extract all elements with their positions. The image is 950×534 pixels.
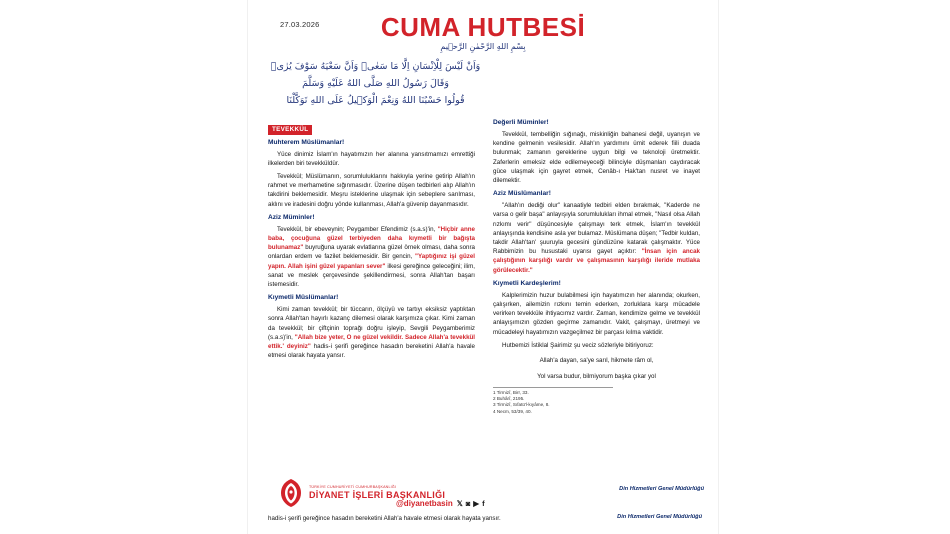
left-heading-1: Muhterem Müslümanlar!	[268, 138, 345, 146]
left-heading-2: Aziz Müminler!	[268, 213, 315, 221]
footnote-3: 3 Tirmizî, Sıfatü'l-kıyâme, 8.	[493, 402, 550, 408]
left-column	[268, 118, 475, 415]
right-p2-part-a: "Allah'ın dediği olur" kanaatiyle tedbiri elden bırakmak, "Kaderde ne varsa o gelir başa" anlayışıyla sorumlulukları ihmal etmek, "Nasıl olsa Allah rızkımı verir" düşüncesiyle çalışmayı terk etmek, İslam'ın tevekkül anlayışında kendisine asla yer bulamaz. Müslümana düşen; "Tedbir kuldan, takdir Allah'tan' şuuruyla gecesini gündüzüne katarak çalışmaktır. Yüce Rabbimizin bu husustaki uyarısı gayet açıktır:	[493, 202, 700, 256]
tail-text: hadis-i şerifi gereğince hasadın bereketini Allah'a havale etmesi olarak hayata yansır.	[268, 515, 501, 522]
logo-line-big: DİYANET İŞLERİ BAŞKANLIĞI	[309, 490, 446, 500]
right-heading-2: Aziz Müslümanlar!	[493, 190, 551, 198]
social-icons[interactable]	[457, 500, 485, 508]
publication-date: 27.03.2026	[280, 20, 320, 29]
right-paragraph-1: Tevekkül, tembelliğin sığınağı, miskinliğin bahanesi değil, uyanışın ve kendine gelmenin vesilesidir. Allah'ın yardımını ümit ederek fiili duada bulunmak; zamanın gereklerine uygun bilgi ve teknoloji üretmektir. Zaferlerin emeksiz elde edilemeyeceği bilinciyle düşmanları caydıracak güce ulaşmak için gayret etmek, Cenâb-ı Hak'tan nusret ve inayet dilemektir.	[493, 131, 700, 185]
topic-badge: TEVEKKÜL	[268, 125, 312, 135]
left-paragraph-1: Yüce dinimiz İslam'ın hayatımızın her alanına yansıtmamızı emrettiği ilkelerden biri tevekküldür.	[268, 150, 475, 167]
body-columns	[268, 118, 700, 415]
youtube-icon[interactable]: ▶	[473, 498, 480, 508]
instagram-icon[interactable]: ◙	[465, 498, 471, 508]
logo-line-small: TÜRKİYE CUMHURİYETİ CUMHURBAŞKANLIĞI	[309, 485, 397, 489]
credit-top: Din Hizmetleri Genel Müdürlüğü	[619, 486, 704, 492]
right-heading-3: Kıymetli Kardeşlerim!	[493, 279, 561, 287]
right-heading-1: Değerli Müminler!	[493, 119, 549, 126]
left-paragraph-4	[268, 305, 475, 360]
footnote-4: 4 Necm, 53/39, 40.	[493, 408, 532, 414]
footnote-2: 2 Buhârî, 2195.	[493, 396, 525, 402]
x-icon[interactable]: 𝕏	[456, 498, 463, 508]
page-footer	[248, 476, 718, 526]
left-p3-quote-1: "Hiçbir anne baba, çocuğuna güzel terbiyeden daha kıymetli bir bağışta bulunamaz"	[268, 225, 475, 252]
diyanet-emblem-icon	[278, 478, 304, 508]
right-p2-quote: "İnsan için ancak çalıştığının karşılığı vardır ve çalışmasının karşılığı ileride mutlaka görülecektir."	[493, 248, 700, 274]
right-paragraph-3: Kalplerimizin huzur bulabilmesi için hayatımızın her alanında; okurken, çalışırken, ailemizin rızkını temin ederken, zorluklara karşı mücadele verirken tevekküle ihtiyacımız vardır. Zaman, kendimize gelme ve tevekkül anlayışımızın gözden geçirme zamanıdır. Vakit, çalışmayı, üretmeyi ve mücadeleyi hayatımızın vazgeçilmez bir parçası kılma vaktidir.	[493, 291, 700, 336]
left-p4-part-b: hadis-i şerifi gereğince hasadın bereketini Allah'a havale etmesi olarak hayata yansır.	[268, 342, 476, 360]
left-p3-part-b: buyruğuna uyarak evlatlarına güzel örnek olması, daha sonra onlardan erdem ve fazilet beklemesidir. Bir gencin,	[268, 244, 475, 261]
left-p3-quote-2: "Yaptığınız işi güzel yapın. Allah işini güzel yapanları sever"	[268, 253, 475, 270]
left-paragraph-2: Tevekkül; Müslümanın, sorumluluklarını hakkıyla yerine getirip Allah'ın rahmet ve merhametine sığınmasıdır. Üzerine düşen tedbirleri alıp Allah'ın takdirini beklemesidir. Meşru isteklerine ulaşmak için sebeplere sarılması, aklını ve iradesini doğru yönde kullanması, Allah'a güvenip dayanmasıdır.	[268, 172, 475, 208]
credit-bottom: Din Hizmetleri Genel Müdürlüğü	[617, 514, 702, 520]
verse-line-2: Yol varsa budur, bilmiyorum başka çıkar yol	[537, 372, 656, 380]
social-handle[interactable]: @diyanetbasin	[396, 499, 453, 508]
left-p3-part-a: Tevekkül, bir ebeveynin; Peygamber Efendimiz (s.a.s)'in,	[277, 225, 438, 233]
right-paragraph-2	[493, 201, 700, 275]
arabic-verses	[268, 58, 483, 109]
hutbe-page	[248, 0, 718, 534]
besmele-text: بِسْمِ اللهِ الرَّحْمٰنِ الرَّح۪يمِ	[440, 42, 526, 51]
footnotes	[493, 387, 613, 415]
right-column	[493, 118, 700, 415]
footnote-1: 1 Tirmizî, Birr, 33.	[493, 390, 529, 396]
arabic-line-2: وَقَالَ رَسُولُ اللهِ صَلَّى اللهُ عَلَيْهِ وَسَلَّمَ	[302, 78, 449, 89]
left-heading-3: Kıymetli Müslümanlar!	[268, 294, 339, 302]
left-p4-part-a: Kimi zaman tevekkül; bir tüccarın, ölçüyü ve tartıyı eksiksiz yaptıktan sonra Allah'tan hayırlı kazanç dilemesi olarak karşımıza çıkar. Kimi zaman da tevekkül; bir çiftçinin toprağı doğru işleyip, Sevgili Peygamberimiz (s.a.s)'in,	[268, 306, 475, 341]
arabic-line-3: قُولُوا حَسْبُنَا اللهُ وَنِعْمَ الْوَك۪يلُ عَلَى اللهِ تَوَكَّلْنَا	[286, 95, 465, 106]
facebook-icon[interactable]: f	[482, 498, 485, 508]
verse-line-1: Allah'a dayan, sa'ye sarıl, hikmete râm ol,	[539, 357, 654, 365]
page-title: CUMA HUTBESİ	[380, 12, 586, 42]
left-p3-part-c: ilkesi gereğince geleceğini; ilim, sanat ve meslek çerçevesinde şekillendirmesi, sonra Allah'tan başarı istemesidir.	[268, 262, 476, 288]
right-paragraph-4: Hutbemizi İstiklal Şairimiz şu veciz sözleriyle bitiriyoruz:	[502, 341, 654, 349]
left-p4-quote: "Allah bize yeter, O ne güzel vekildir. Sadece Allah'a tevekkül ettik.' deyiniz"	[268, 333, 476, 350]
left-paragraph-3	[268, 225, 475, 289]
social-bar[interactable]	[396, 499, 485, 508]
arabic-line-1: وَاَنْ لَيْسَ لِلْاِنْسَانِ اِلَّا مَا سَعٰىۙ وَاَنَّ سَعْيَهُ سَوْفَ يُرٰىۖ	[270, 61, 481, 72]
